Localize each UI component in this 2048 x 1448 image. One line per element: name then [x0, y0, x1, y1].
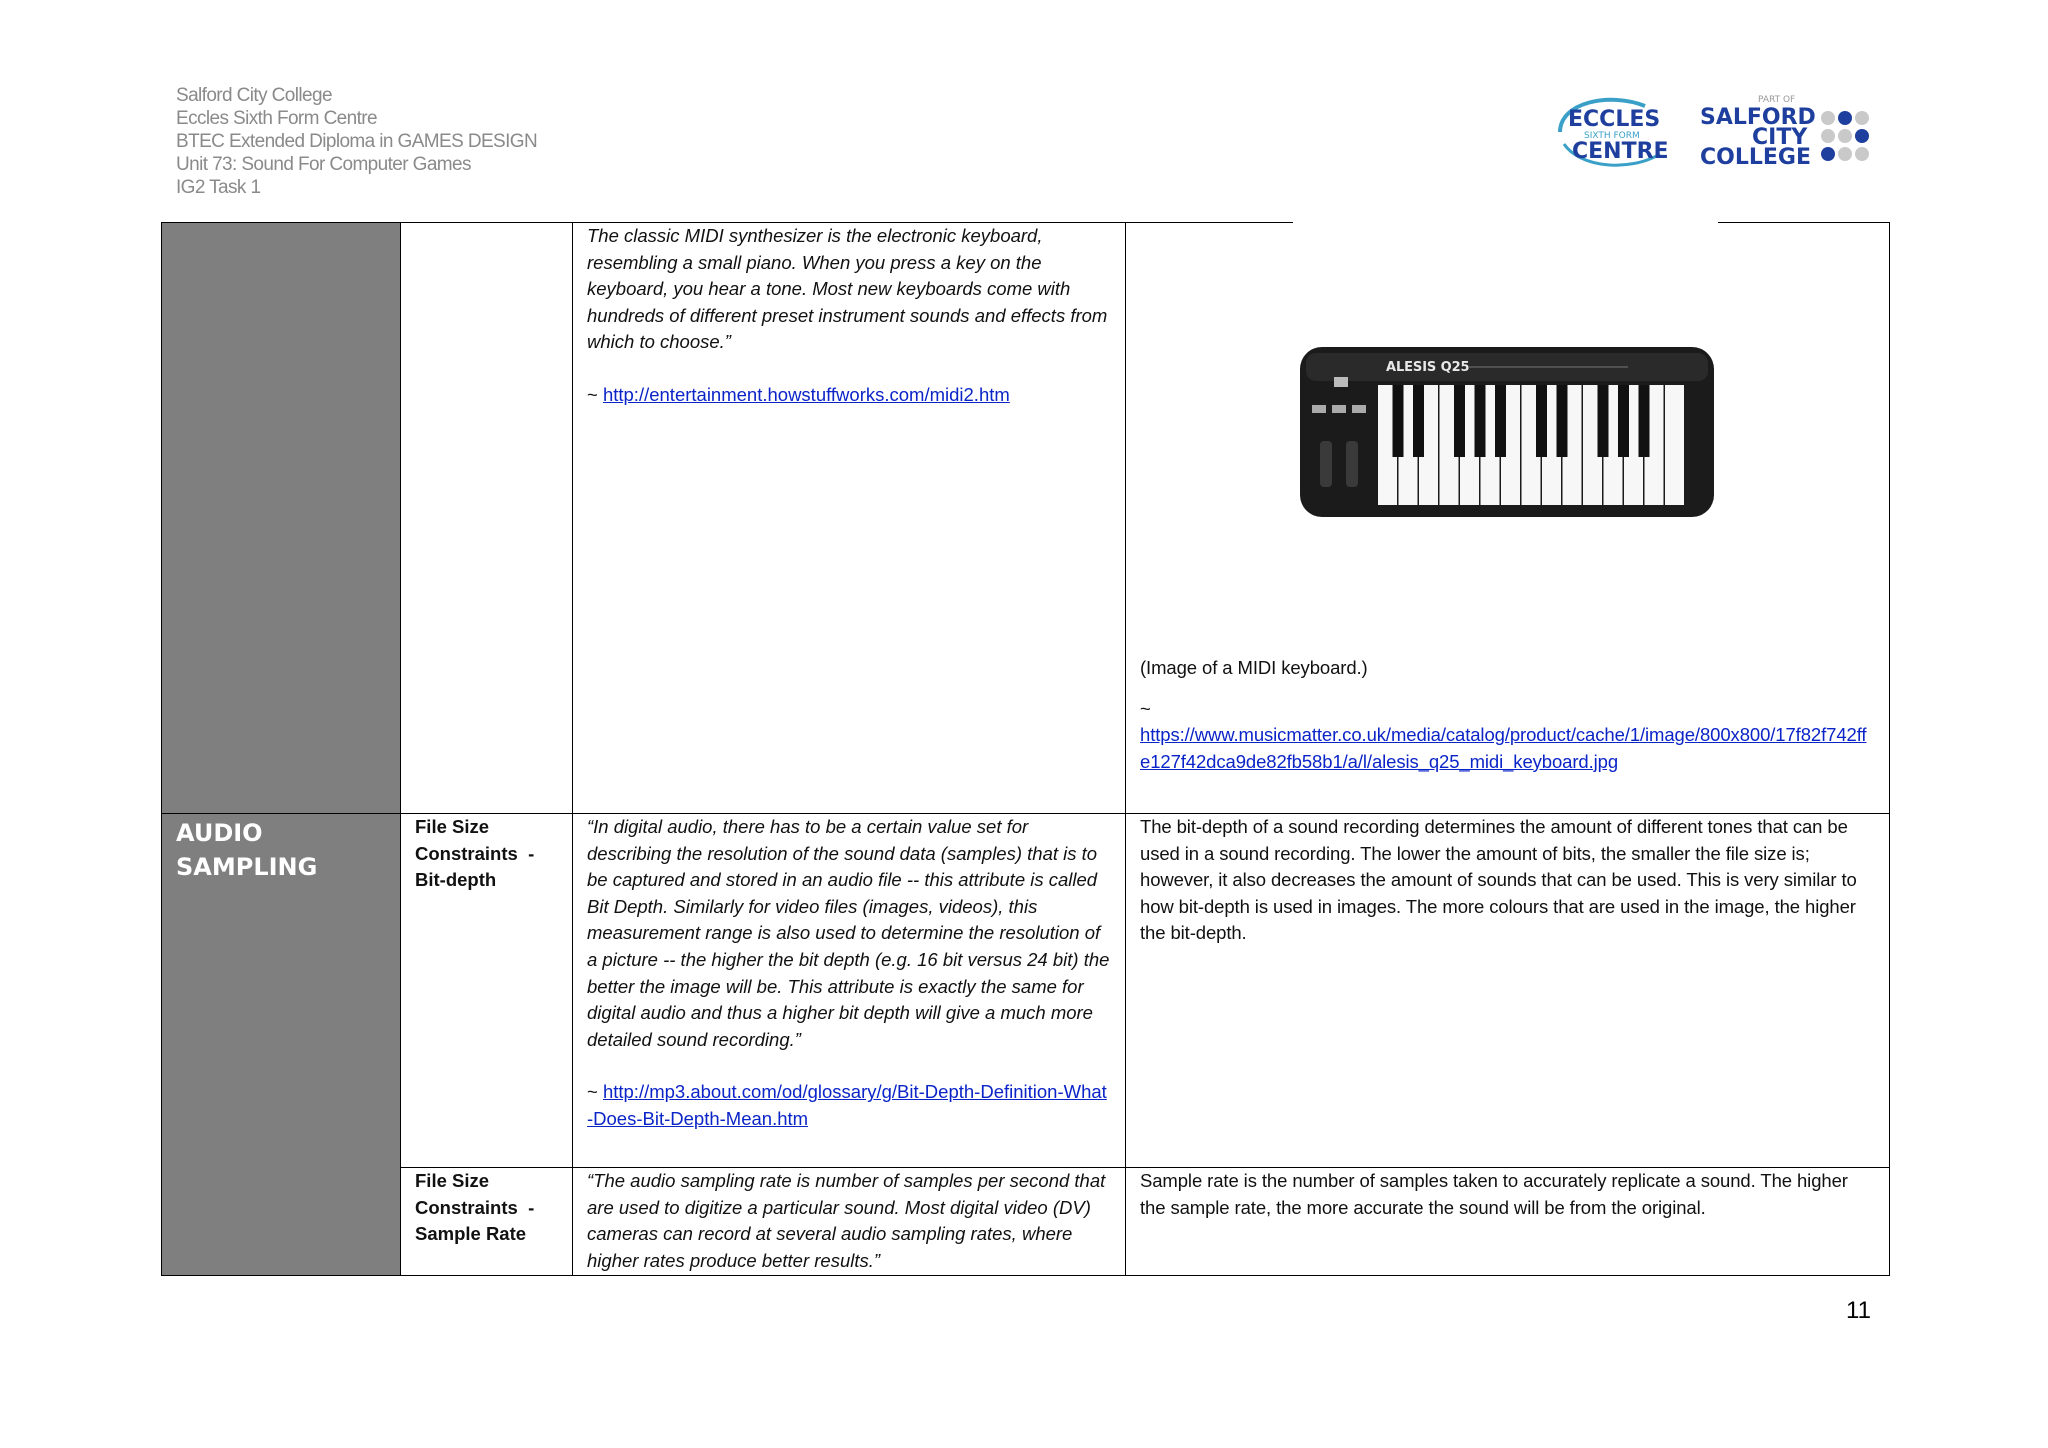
svg-text:COLLEGE: COLLEGE [1700, 145, 1811, 170]
svg-text:PART OF: PART OF [1758, 95, 1796, 105]
black-key [1393, 385, 1404, 457]
quote-text: “The audio sampling rate is number of samples per second that are used to digitize a particular sound. Most digital video (DV) cameras can record at several audio sampling rates, where higher rates produce better results.” [587, 1170, 1106, 1271]
header-logos [1550, 86, 1870, 178]
black-key [1495, 385, 1506, 457]
image-cell [1126, 223, 1890, 814]
header-course: BTEC Extended Diploma in GAMES DESIGN [176, 131, 538, 152]
image-caption: (Image of a MIDI keyboard.) [1140, 657, 1368, 678]
table-row [162, 223, 1890, 814]
svg-text:CITY: CITY [1752, 125, 1808, 150]
topic-title: AUDIO SAMPLING [176, 819, 318, 881]
topic-cell [162, 223, 401, 814]
header-college: Salford City College [176, 85, 332, 106]
notes-cell [1126, 814, 1890, 1168]
caption-source-prefix: ~ [1140, 697, 1151, 719]
subtopic-line: Bit-depth [415, 869, 497, 891]
subtopic-line: Constraints - [415, 1196, 535, 1218]
eccles-centre-logo [1550, 92, 1670, 172]
black-key [1475, 385, 1486, 457]
header-rule-gap [1293, 221, 1718, 227]
table-row [162, 1168, 1890, 1276]
keyboard-image [1140, 223, 1875, 655]
svg-text:SIXTH FORM: SIXTH FORM [1584, 131, 1640, 141]
black-key [1454, 385, 1465, 457]
notes-cell [1126, 1168, 1890, 1276]
white-key [1665, 385, 1684, 505]
subtopic-cell [401, 223, 573, 814]
black-key [1557, 385, 1568, 457]
subtopic-line: File Size [415, 816, 490, 837]
source-link[interactable]: http://mp3.about.com/od/glossary/g/Bit-Depth-Definition-What-Does-Bit-Depth-Mean.htm [587, 1081, 1107, 1129]
quote-cell [573, 223, 1126, 814]
svg-text:ECCLES: ECCLES [1568, 107, 1661, 132]
notes-text: Sample rate is the number of samples taken to accurately replicate a sound. The higher the sample rate, the more accurate the sound will be from the original. [1140, 1170, 1848, 1218]
salford-city-college-logo [1700, 90, 1870, 174]
black-key [1598, 385, 1609, 457]
svg-text:SALFORD: SALFORD [1700, 105, 1816, 130]
topic-cell [162, 814, 401, 1276]
header-task: IG2 Task 1 [176, 177, 261, 198]
black-key [1618, 385, 1629, 457]
table-row [162, 814, 1890, 1168]
quote-cell [573, 814, 1126, 1168]
subtopic-cell [401, 1168, 573, 1276]
subtopic-cell [401, 814, 573, 1168]
header-unit: Unit 73: Sound For Computer Games [176, 154, 471, 175]
black-key [1639, 385, 1650, 457]
black-key [1536, 385, 1547, 457]
midi-keyboard-image [1298, 345, 1718, 521]
svg-text:ALESIS Q25: ALESIS Q25 [1386, 360, 1470, 375]
subtopic-line: Sample Rate [415, 1223, 527, 1245]
subtopic-line: File Size [415, 1170, 490, 1191]
source-prefix: ~ [587, 1081, 603, 1103]
content-table [161, 222, 1890, 1276]
notes-text: The bit-depth of a sound recording determines the amount of different tones that can be used in a sound recording. The lower the amount of bits, the smaller the file size is; however, it also decreases the amount of sounds that can be used. This is very similar to how bit-depth is used in images. The more colours that are used in the image, the higher the bit-depth. [1140, 816, 1857, 944]
svg-text:CENTRE: CENTRE [1572, 139, 1669, 164]
caption-source-link[interactable]: https://www.musicmatter.co.uk/media/catalog/product/cache/1/image/800x800/17f82f742ffe127f42dca9de82fb58b1/a/l/alesis_q25_midi_keyboard.jpg [1140, 724, 1867, 772]
subtopic-line: Constraints - [415, 842, 535, 864]
quote-cell [573, 1168, 1126, 1276]
document-header [176, 84, 537, 199]
source-prefix: ~ [587, 383, 603, 405]
quote-text: The classic MIDI synthesizer is the electronic keyboard, resembling a small piano. When you press a key on the keyboard, you hear a tone. Most new keyboards come with hundreds of different preset instrument sounds and effects from which to choose.” [587, 225, 1108, 353]
page-number: 11 [1846, 1297, 1871, 1324]
black-key [1413, 385, 1424, 457]
source-link[interactable]: http://entertainment.howstuffworks.com/midi2.htm [602, 383, 1010, 405]
header-centre: Eccles Sixth Form Centre [176, 108, 377, 129]
quote-text: “In digital audio, there has to be a certain value set for describing the resolution of the sound data (samples) that is to be captured and stored in an audio file -- this attribute is called Bit Depth. Similarly for video files (images, videos), this measurement range is also used to determine the resolution of a picture -- the higher the bit depth (e.g. 16 bit versus 24 bit) the better the image will be. This attribute is exactly the same for digital audio and thus a higher bit depth will give a much more detailed sound recording.” [587, 816, 1110, 1050]
